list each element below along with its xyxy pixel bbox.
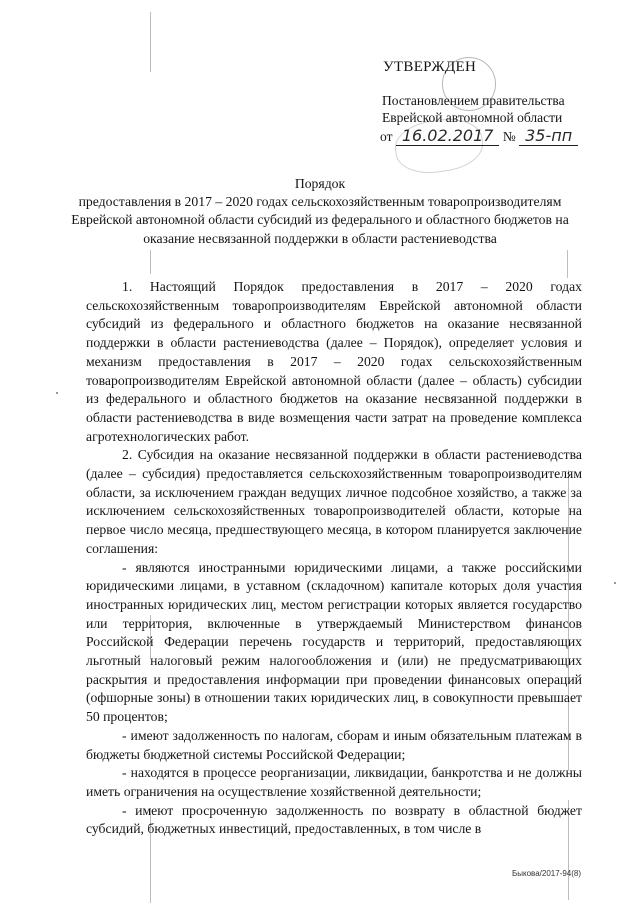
paragraph-2: 2. Субсидия на оказание несвязанной поддержки в области растениеводства (далее – субсидия) предоставляется сельскохозяйственным товаропроизводителям области, за исключением граждан ведущих личное подсобное хозяйство, а также за исключением сельскохозяйственных товаропроизводителей области, которые на первое число месяца, предшествующего месяца, в котором планируется заключение соглашения: — [86, 447, 582, 556]
approval-date-number — [380, 126, 578, 145]
document-body — [86, 278, 582, 839]
handwritten-number: 35-пп — [519, 126, 578, 146]
number-label: № — [502, 129, 516, 144]
list-item: - имеют задолженность по налогам, сборам и иным обязательным платежам в бюджеты бюджетной системы Российской Федерации; — [86, 727, 582, 762]
title-word: Порядок — [294, 176, 346, 191]
handwritten-date: 16.02.2017 — [396, 126, 500, 146]
list-item: - имеют просроченную задолженность по возврату в областной бюджет субсидий, бюджетных инвестиций, предоставленных, в том числе в — [86, 802, 582, 837]
approval-by-line: Постановлением правительства Еврейской автономной области — [382, 93, 565, 125]
scan-artifact-line — [150, 250, 151, 274]
approval-heading: УТВЕРЖДЕН — [383, 59, 477, 75]
document-title — [60, 175, 580, 248]
footer-reference: Быкова/2017-94(8) — [512, 869, 582, 878]
list-item: - находятся в процессе реорганизации, ликвидации, банкротства и не должны иметь ограничения на осуществление хозяйственной деятельности; — [86, 765, 582, 799]
paragraph-1: 1. Настоящий Порядок предоставления в 2017 – 2020 годах сельскохозяйственным товаропроизводителям Еврейской автономной области субсидий из федерального и областного бюджетов на оказание несвязанной поддержки в области растениеводства (далее – Порядок), определяет условия и механизм предоставления в 2017 – 2020 годах сельскохозяйственным товаропроизводителям Еврейской автономной области (далее – область) субсидии из федерального и областного бюджетов на оказание несвязанной поддержки в области растениеводства в виде возмещения части затрат на проведение комплекса агротехнологических работ. — [86, 279, 582, 444]
scan-artifact-line — [150, 12, 151, 72]
scan-artifact-line — [567, 250, 568, 278]
list-item: - являются иностранными юридическими лицами, а также российскими юридическими лицами, в уставном (складочном) капитале которых доля участия иностранных юридических лиц, местом регистрации которых является государство или территория, включенные в утверждаемый Министерством финансов Российской Федерации перечень государств и территорий, предоставляющих льготный налоговый режим налогообложения и (или) не предусматривающих раскрытия и предоставления информации при проведении финансовых операций (офшорные зоны) в отношении таких юридических лиц, в совокупности превышает 50 процентов; — [86, 559, 582, 725]
scan-artifact-dot — [614, 582, 616, 584]
date-prefix: от — [380, 129, 393, 144]
title-text: предоставления в 2017 – 2020 годах сельскохозяйственным товаропроизводителям Еврейской автономной области субсидий из федерального и областного бюджетов на оказание несвязанной поддержки в области растениеводства — [71, 194, 569, 246]
scan-artifact-dot — [56, 392, 58, 394]
